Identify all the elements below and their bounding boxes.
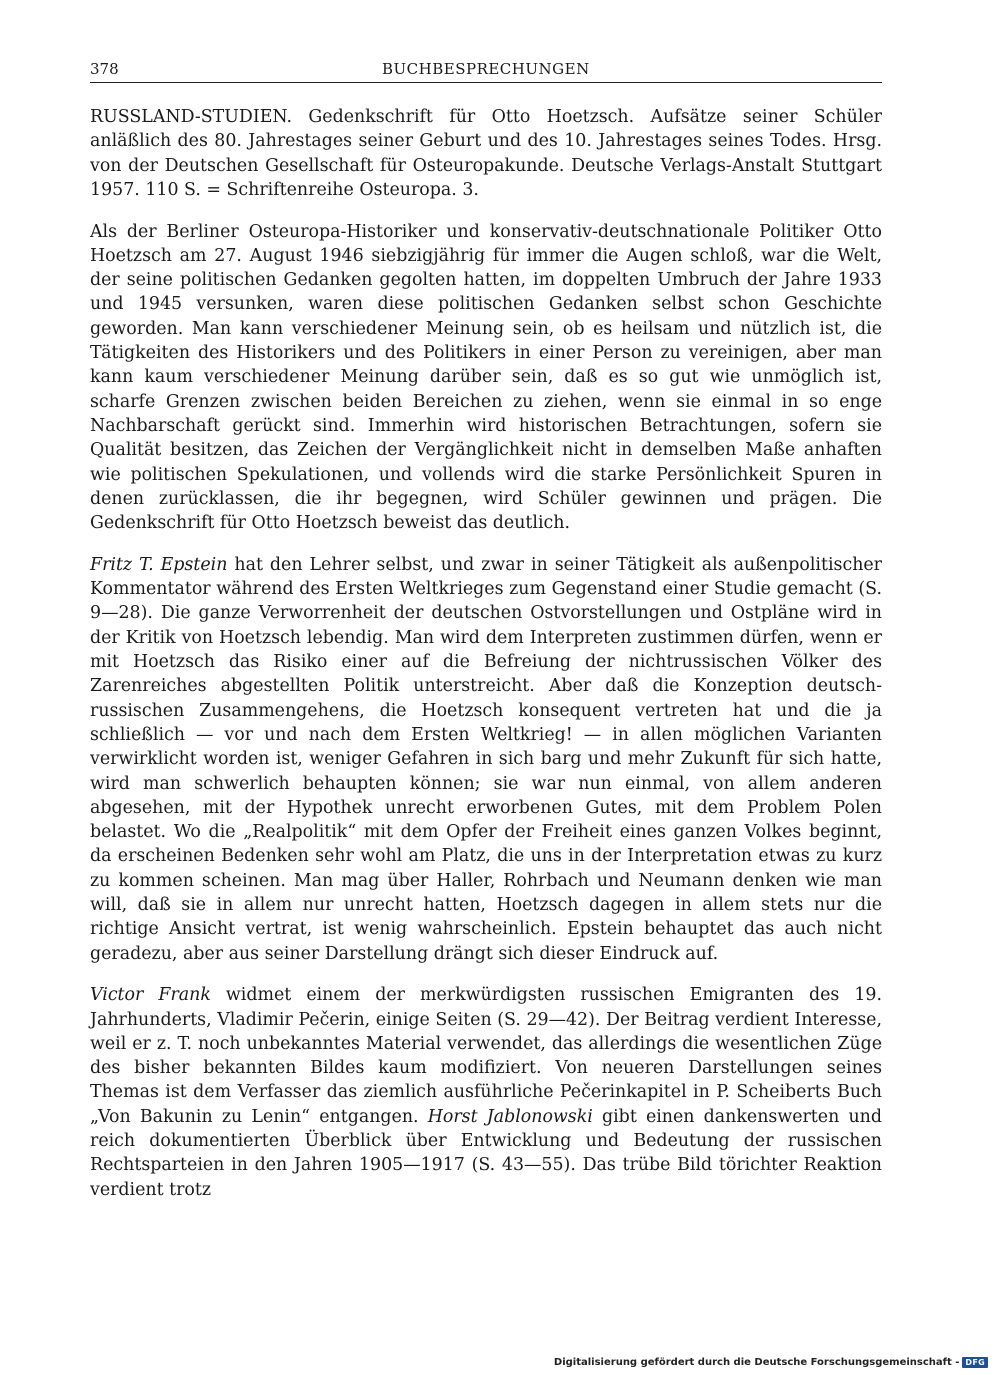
- book-citation: RUSSLAND-STUDIEN. Gedenkschrift für Otto Hoetzsch. Aufsätze seiner Schüler anläßlich des 80. Jahrestages seiner Geburt und des 10. Jahrestages seines Todes. Hrsg. von der Deutschen Gesellschaft für Osteuropakunde. Deutsche Verlags-Anstalt Stuttgart 1957. 110 S. = Schriftenreihe Osteuropa. 3.: [90, 107, 882, 200]
- review-paragraph-frank: [90, 983, 882, 1202]
- running-title: BUCHBESPRECHUNGEN: [382, 60, 590, 78]
- author-name: Victor Frank: [90, 985, 211, 1006]
- digitization-note-text: Digitalisierung gefördert durch die Deutsche Forschungsgemeinschaft -: [553, 1357, 960, 1368]
- paragraph-text: hat den Lehrer selbst, und zwar in seiner Tätigkeit als außenpolitischer Kommentator während des Ersten Weltkrieges zum Gegenstand einer Studie gemacht (S. 9—28). Die ganze Verworrenheit der deutschen Ostvorstellungen und Ostpläne wird in der Kritik von Hoetzsch lebendig. Man wird dem Interpreten zustimmen dürfen, wenn er mit Hoetzsch das Risiko einer auf die Befreiung der nichtrussischen Völker des Zarenreiches abgestellten Politik unterstreicht. Aber daß die Konzeption deutsch-russischen Zusammengehens, die Hoetzsch konsequent vertreten hat und die ja schließlich — vor und nach dem Ersten Weltkrieg! — in allen möglichen Varianten verwirklicht worden ist, weniger Gefahren in sich barg und mehr Zukunft für sich hatte, wird man schwerlich behaupten können; sie war nun einmal, von allem anderen abgesehen, mit der Hypothek unrecht erworbenen Gutes, mit dem Problem Polen belastet. Wo die „Realpolitik“ mit dem Opfer der Freiheit eines ganzen Volkes beginnt, da erscheinen Bedenken sehr wohl am Platz, die uns in der Interpretation etwas zu kurz zu kommen scheinen. Man mag über Haller, Rohrbach und Neumann denken wie man will, daß sie in allem nur unrecht hatten, Hoetzsch dagegen in allem stets nur die richtige Ansicht vertrat, ist wenig wahrscheinlich. Epstein behauptet das auch nicht geradezu, aber aus seiner Darstellung drängt sich dieser Eindruck auf.: [90, 554, 882, 964]
- document-page: [90, 58, 882, 1219]
- review-paragraph-epstein: [90, 553, 882, 966]
- paragraph-text: gibt einen dankenswerten und reich dokumentierten Überblick über Entwicklung und Bedeutung der russischen Rechtsparteien in den Jahren 1905—1917 (S. 43—55). Das trübe Bild törichter Reaktion verdient trotz: [90, 1106, 882, 1200]
- page-header: [90, 58, 882, 83]
- dfg-logo: DFG: [962, 1357, 988, 1368]
- page-number: 378: [90, 60, 119, 78]
- author-name: Horst Jablonowski: [427, 1106, 593, 1127]
- paragraph-text: widmet einem der merkwürdigsten russischen Emigranten des 19. Jahrhunderts, Vladimir Pečerin, einige Seiten (S. 29—42). Der Beitrag verdient Interesse, weil er z. T. noch unbekanntes Material verwendet, das allerdings die wesentlichen Züge des bisher bekannten Bildes kaum modifiziert. Von neueren Darstellungen seines Themas ist dem Verfasser das ziemlich ausführliche Pečerinkapitel in P. Scheiberts Buch „Von Bakunin zu Lenin“ entgangen.: [90, 985, 882, 1127]
- author-name: Fritz T. Epstein: [90, 554, 228, 575]
- review-paragraph-intro: Als der Berliner Osteuropa-Historiker und konservativ-deutschnationale Politiker Otto Hoetzsch am 27. August 1946 siebzigjährig für immer die Augen schloß, war die Welt, der seine politischen Gedanken gegolten hatten, im doppelten Umbruch der Jahre 1933 und 1945 versunken, waren diese politischen Gedanken selbst schon Geschichte geworden. Man kann verschiedener Meinung sein, ob es heilsam und nützlich ist, die Tätigkeiten des Historikers und des Politikers in einer Person zu vereinigen, aber man kann kaum verschiedener Meinung darüber sein, daß es so gut wie unmöglich ist, scharfe Grenzen zwischen beiden Bereichen zu ziehen, wenn sie einmal in so enge Nachbarschaft gerückt sind. Immerhin wird historischen Betrachtungen, sofern sie Qualität besitzen, das Zeichen der Vergänglichkeit nicht in demselben Maße anhaften wie politischen Spekulationen, und vollends wird die starke Persönlichkeit Spuren in denen zurücklassen, die ihr begegnen, wird Schüler gewinnen und prägen. Die Gedenkschrift für Otto Hoetzsch beweist das deutlich.: [90, 221, 882, 534]
- digitization-note: [554, 1357, 988, 1368]
